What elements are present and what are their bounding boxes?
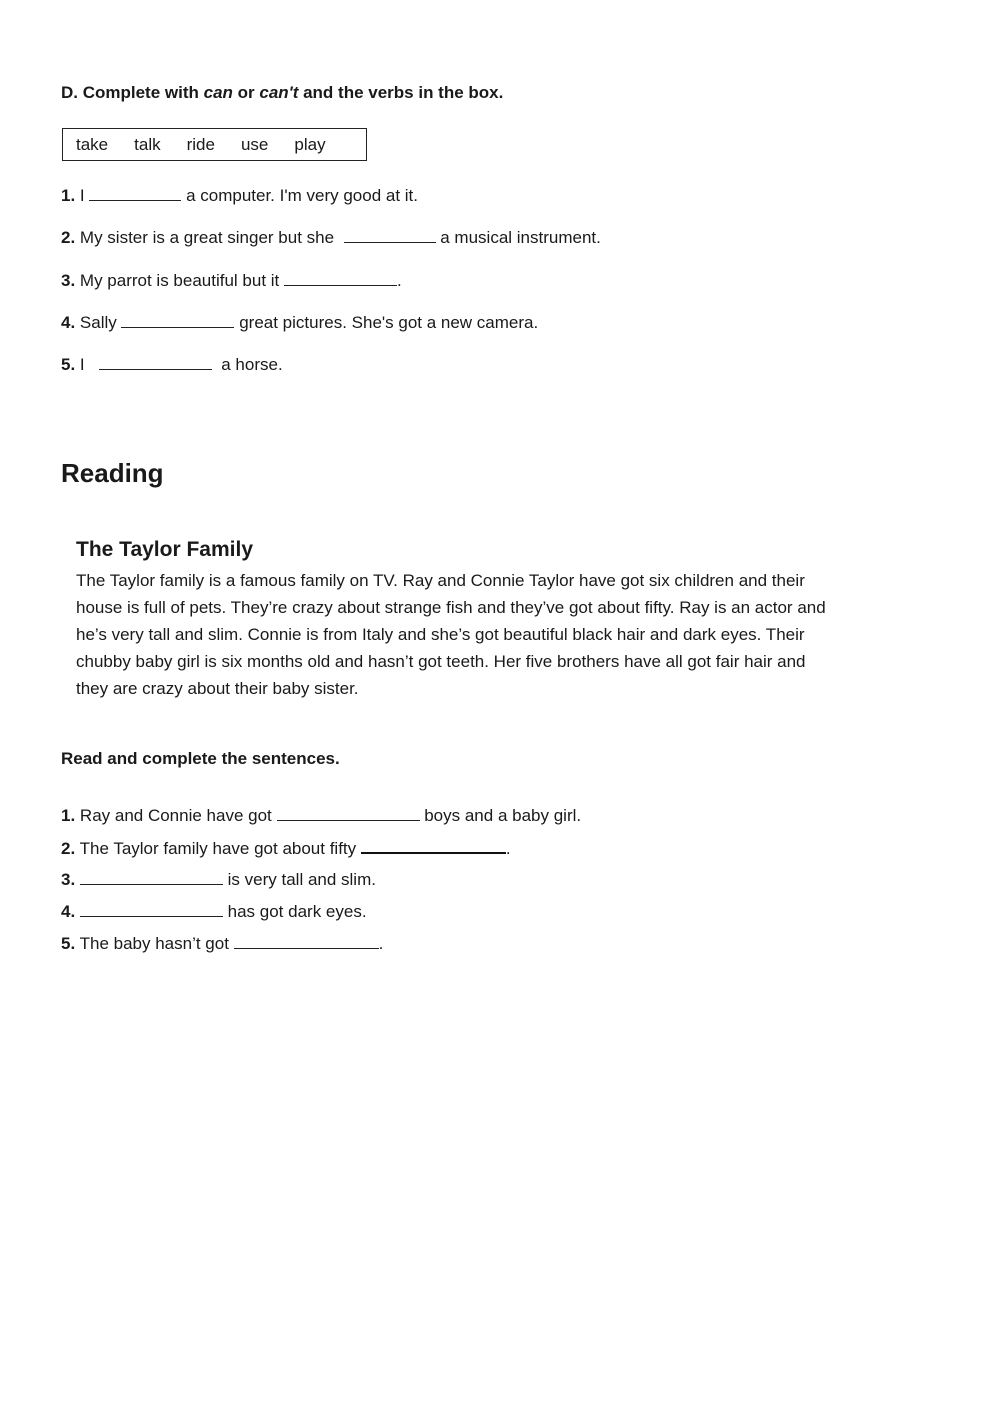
item-text-before: I [75,186,90,205]
reading-item-1 [61,806,581,826]
item-text-after: . [505,839,511,858]
story-line: house is full of pets. They’re crazy about strange fish and they’ve got about fifty. Ray is an actor and [76,598,826,617]
exercise-d-item-3 [61,271,402,291]
verb-talk: talk [134,134,161,154]
blank-field[interactable] [361,838,506,854]
verb-play: play [294,134,326,154]
instruction-or: or [232,83,260,102]
item-text-before: My sister is a great singer but she [75,228,344,247]
exercise-d-item-2 [61,228,601,248]
item-text-after: a musical instrument. [435,228,601,247]
section-d-instruction [61,83,503,103]
blank-field[interactable] [99,355,212,370]
blank-field[interactable] [284,271,397,286]
blank-field[interactable] [234,934,379,949]
item-text-before: I [75,355,99,374]
item-text-before: The baby hasn’t got [75,934,234,953]
item-number: 1. [61,186,76,205]
item-text-before: Sally [75,313,122,332]
instruction-can: can [203,83,233,102]
item-number: 1. [61,806,76,825]
item-text-before: The Taylor family have got about fifty [75,839,361,858]
instruction-text-end: and the verbs in the box. [298,83,504,102]
reading-item-3 [61,870,376,890]
item-number: 5. [61,934,76,953]
story-title: The Taylor Family [76,538,253,561]
story-line: they are crazy about their baby sister. [76,679,359,698]
verb-use: use [240,134,269,154]
blank-field[interactable] [80,902,223,917]
verb-take: take [76,134,109,154]
blank-field[interactable] [277,806,420,821]
reading-item-4 [61,902,367,922]
item-text-after: . [397,271,402,290]
reading-heading: Reading [61,458,164,488]
story-line: The Taylor family is a famous family on TV. Ray and Connie Taylor have got six children and their [76,571,805,590]
item-number: 2. [61,228,76,247]
item-text-after: boys and a baby girl. [419,806,582,825]
story-line: he’s very tall and slim. Connie is from Italy and she’s got beautiful black hair and dark eyes. Their [76,625,805,644]
item-number: 3. [61,271,76,290]
instruction-text: D. Complete with [61,83,204,102]
reading-item-2 [61,838,511,859]
item-number: 4. [61,902,76,921]
verb-ride: ride [186,134,215,154]
item-text-before: My parrot is beautiful but it [75,271,285,290]
blank-field[interactable] [80,870,223,885]
reading-instruction: Read and complete the sentences. [61,749,340,768]
story-line: chubby baby girl is six months old and hasn’t got teeth. Her five brothers have all got fair hair and [76,652,806,671]
item-text-after: a computer. I'm very good at it. [181,186,418,205]
item-text-after: is very tall and slim. [222,870,376,889]
item-number: 5. [61,355,76,374]
item-text-after: a horse. [211,355,283,374]
item-number: 3. [61,870,76,889]
item-number: 4. [61,313,76,332]
blank-field[interactable] [89,186,181,201]
story-paragraph [76,567,906,702]
item-text-before: Ray and Connie have got [75,806,277,825]
item-text-after: has got dark eyes. [222,902,367,921]
verb-box [62,128,367,161]
exercise-d-item-4 [61,313,538,333]
exercise-d-item-1 [61,186,418,206]
blank-field[interactable] [344,228,436,243]
reading-item-5 [61,934,383,954]
item-text-after: great pictures. She's got a new camera. [234,313,539,332]
item-number: 2. [61,839,76,858]
exercise-d-item-5 [61,355,283,375]
instruction-cant: can't [259,83,299,102]
blank-field[interactable] [121,313,234,328]
item-text-after: . [378,934,384,953]
